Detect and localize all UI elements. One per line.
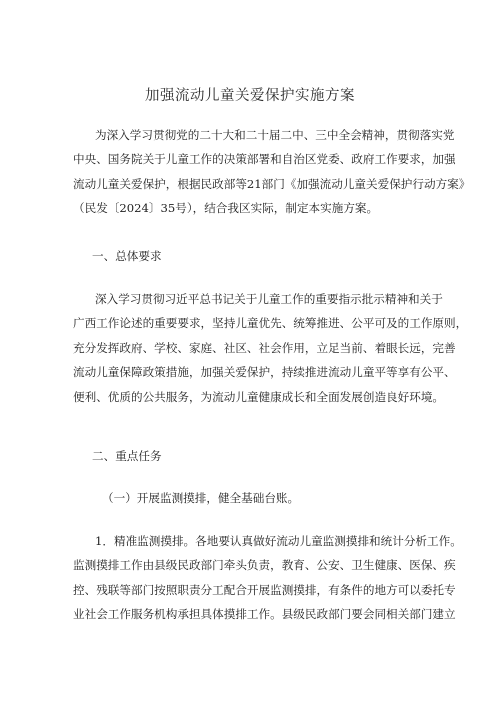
item1-line-1: 1．精准监测摸排。各地要认真做好流动儿童监测摸排和统计分析工作。 bbox=[95, 534, 462, 548]
item1-paragraph bbox=[73, 533, 462, 631]
item1-line-3: 控、残联等部门按照职责分工配合开展监测摸排，有条件的地方可以委托专 bbox=[73, 582, 456, 597]
section1-line-4: 流动儿童保障政策措施，加强关爱保护，持续推进流动儿童平等享有公平、 bbox=[73, 365, 456, 380]
intro-line-1: 为深入学习贯彻党的二十大和二十届二中、三中全会精神，贯彻落实党 bbox=[95, 128, 455, 142]
intro-line-2: 中央、国务院关于儿童工作的决策部署和自治区党委、政府工作要求，加强 bbox=[73, 152, 456, 167]
document-title: 加强流动儿童关爱保护实施方案 bbox=[145, 88, 355, 104]
item1-line-4: 业社会工作服务机构承担具体摸排工作。县级民政部门要会同相关部门建立 bbox=[73, 607, 456, 622]
section1-line-1: 深入学习贯彻习近平总书记关于儿童工作的重要指示批示精神和关于 bbox=[95, 292, 443, 306]
section1-paragraph bbox=[73, 291, 468, 413]
section2-heading: 二、重点任务 bbox=[92, 449, 162, 463]
intro-line-4: （民发〔2024〕35号），结合我区实际，制定本实施方案。 bbox=[73, 201, 379, 216]
section1-line-2: 广西工作论述的重要要求，坚持儿童优先、统筹推进、公平可及的工作原则， bbox=[73, 316, 468, 331]
section1-line-5: 便利、优质的公共服务，为流动儿童健康成长和全面发展创造良好环境。 bbox=[73, 389, 445, 404]
intro-line-3: 流动儿童关爱保护，根据民政部等21部门《加强流动儿童关爱保护行动方案》 bbox=[73, 176, 471, 191]
intro-paragraph bbox=[73, 127, 471, 225]
section1-line-3: 充分发挥政府、学校、家庭、社区、社会作用，立足当前、着眼长远，完善 bbox=[73, 340, 456, 355]
subsection1-heading: （一）开展监测摸排，健全基础台账。 bbox=[102, 491, 300, 505]
item1-line-2: 监测摸排工作由县级民政部门牵头负责，教育、公安、卫生健康、医保、疾 bbox=[73, 558, 456, 573]
section1-heading: 一、总体要求 bbox=[92, 249, 162, 263]
